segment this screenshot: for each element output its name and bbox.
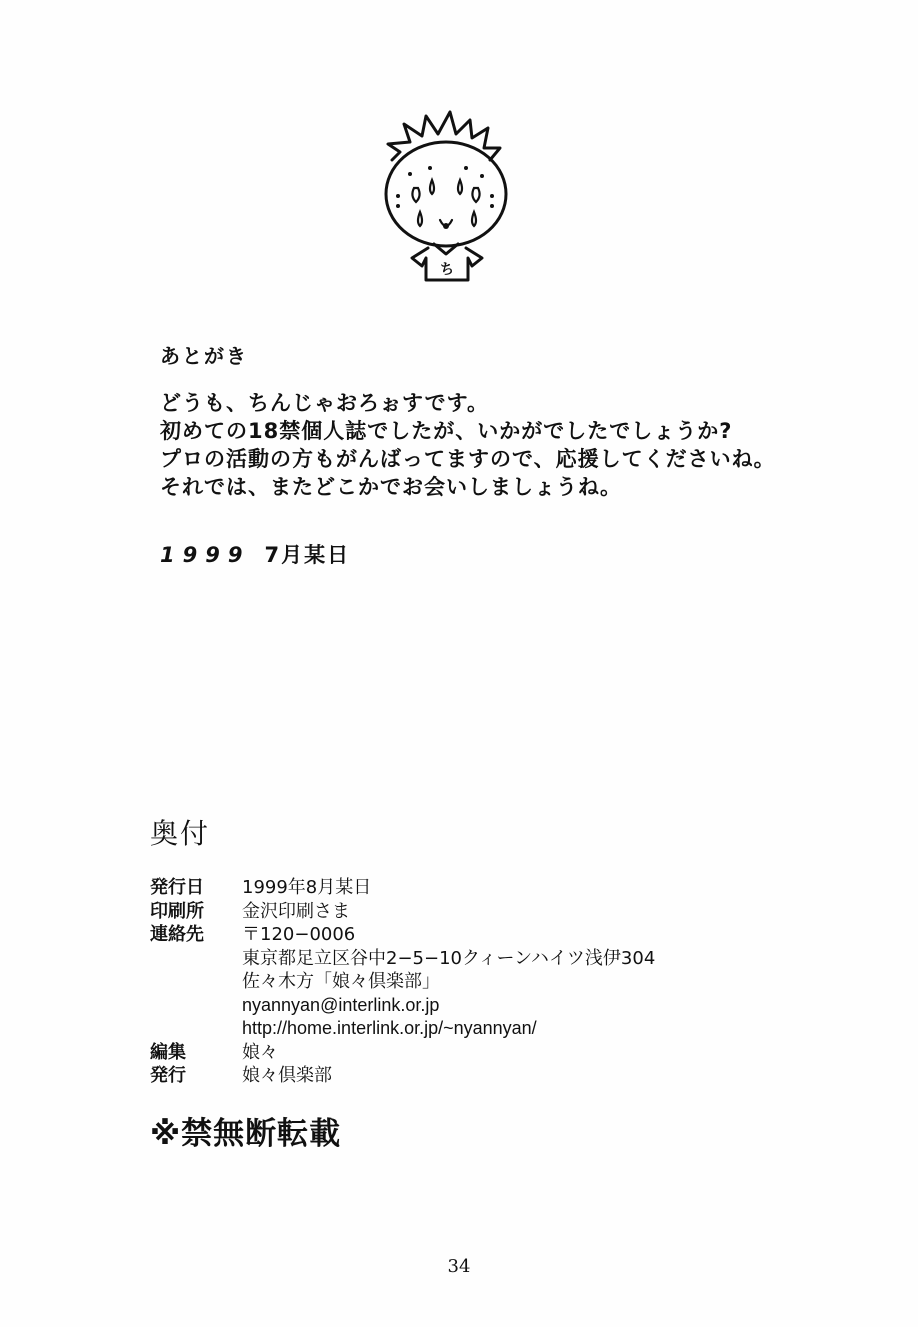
page-number: 34 [447, 1256, 471, 1277]
colophon-label: 発行日 [150, 877, 204, 898]
contact-care-of: 佐々木方「娘々倶楽部」 [242, 971, 440, 992]
colophon-title: 奥付 [150, 817, 211, 850]
colophon-row-publish-date [150, 876, 850, 900]
colophon-value: 金沢印刷さま [242, 900, 350, 922]
colophon-label: 連絡先 [150, 924, 204, 945]
afterword-date-year: 1999 [160, 543, 251, 567]
contact-postal-code: 〒120−0006 [242, 924, 356, 945]
colophon-value: 娘々倶楽部 [242, 1065, 332, 1086]
colophon-value: 娘々 [242, 1041, 278, 1063]
colophon-row-editor [150, 1041, 850, 1065]
contact-address: 東京都足立区谷中2−5−10クィーンハイツ浅伊304 [242, 947, 656, 969]
afterword-date [160, 539, 860, 569]
afterword-line-2: 初めての18禁個人誌でしたが、いかがでしたでしょうか? [160, 419, 733, 443]
afterword-heading: あとがき [160, 344, 248, 368]
doodle-shirt-letter: ち [440, 262, 454, 278]
contact-email-link[interactable]: nyannyan@interlink.or.jp [242, 994, 440, 1015]
afterword-date-day: 7月某日 [264, 543, 351, 567]
colophon-row-printer [150, 900, 850, 924]
colophon-row-publisher [150, 1064, 850, 1088]
colophon-label: 印刷所 [150, 900, 204, 922]
afterword-line-1: どうも、ちんじゃおろぉすです。 [160, 391, 489, 415]
colophon-value: 1999年8月某日 [242, 877, 372, 898]
chibi-character-drawing [370, 108, 520, 288]
colophon-label: 発行 [150, 1065, 186, 1086]
colophon-section [150, 812, 850, 1088]
colophon-label: 編集 [150, 1041, 186, 1063]
afterword-line-4: それでは、またどこかでお会いしましょうね。 [160, 475, 622, 499]
no-reprint-notice: ※禁無断転載 [150, 1116, 342, 1152]
contact-website-link[interactable]: http://home.interlink.or.jp/~nyannyan/ [242, 1018, 537, 1038]
colophon-row-contact [150, 923, 850, 1041]
afterword-section [160, 340, 860, 569]
afterword-line-3: プロの活動の方もがんばってますので、応援してくださいね。 [160, 447, 776, 471]
